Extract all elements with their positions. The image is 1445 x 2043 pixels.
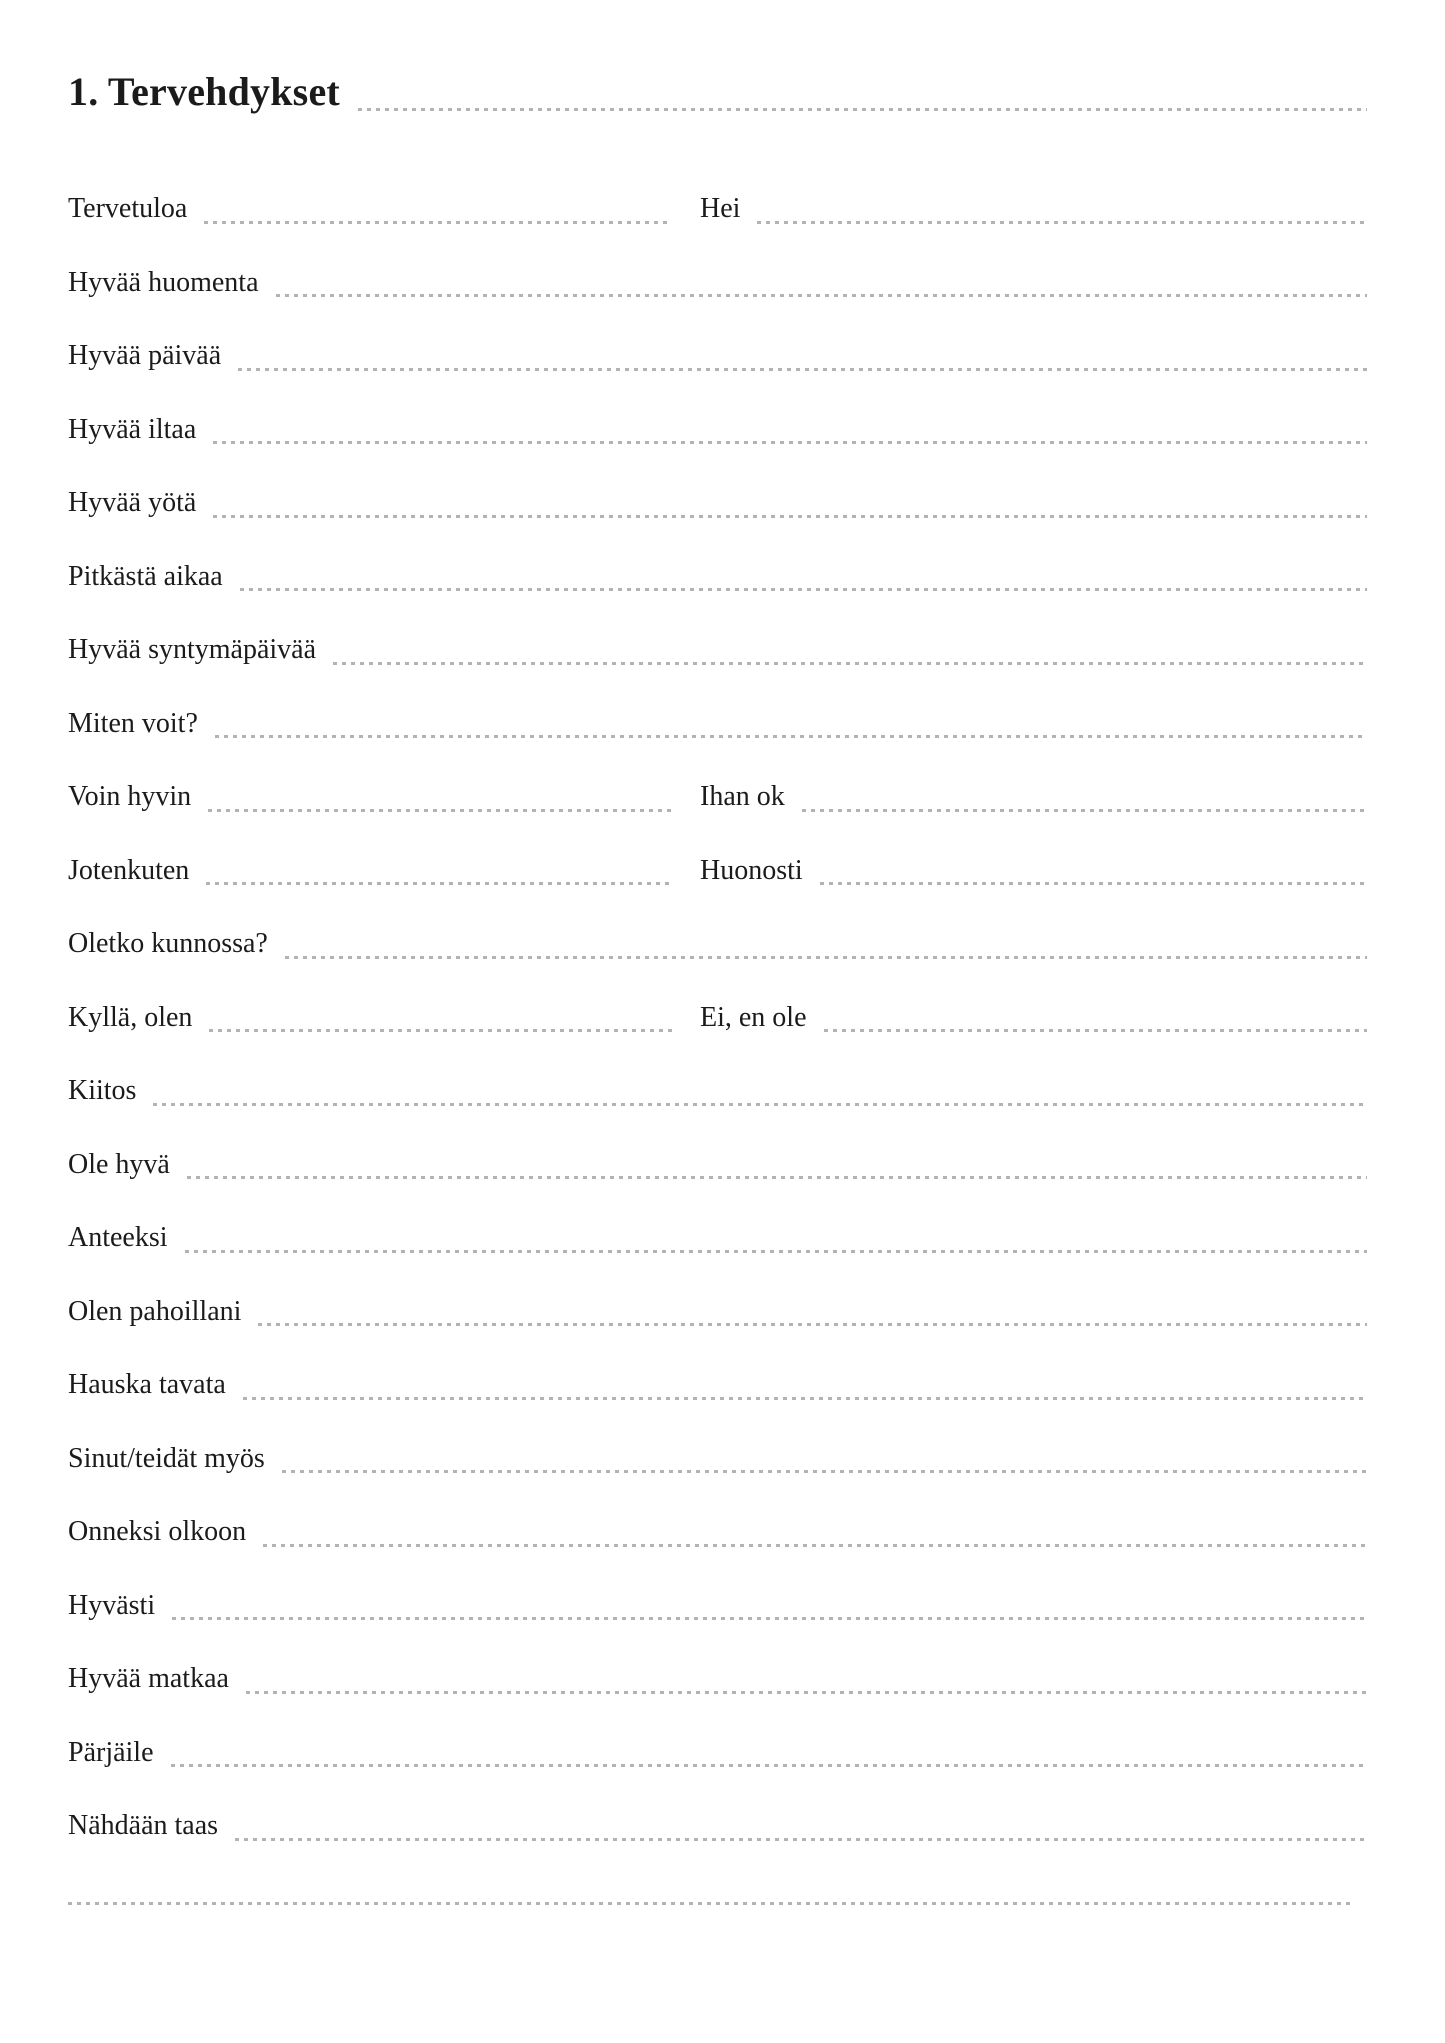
vocab-row bbox=[68, 520, 1367, 594]
vocab-cell bbox=[700, 1002, 1367, 1034]
answer-line bbox=[285, 956, 1367, 959]
vocab-row bbox=[68, 1328, 1367, 1402]
term-label: Nähdään taas bbox=[68, 1810, 219, 1842]
footer-dotted-line bbox=[68, 1902, 1355, 1905]
vocab-cell bbox=[68, 193, 700, 225]
vocab-row bbox=[68, 226, 1367, 300]
vocab-row bbox=[68, 1402, 1367, 1476]
vocab-row bbox=[68, 667, 1367, 741]
term-label: Hyvää iltaa bbox=[68, 413, 197, 445]
term-label: Hyvää päivää bbox=[68, 340, 222, 372]
answer-line bbox=[246, 1691, 1367, 1694]
answer-line bbox=[204, 221, 672, 224]
vocab-row bbox=[68, 1108, 1367, 1182]
answer-line bbox=[243, 1397, 1367, 1400]
vocab-row bbox=[68, 1696, 1367, 1770]
vocab-row bbox=[68, 1475, 1367, 1549]
answer-line bbox=[802, 809, 1367, 812]
answer-line bbox=[235, 1838, 1367, 1841]
term-label: Jotenkuten bbox=[68, 854, 190, 886]
vocab-row bbox=[68, 1622, 1367, 1696]
vocab-row bbox=[68, 593, 1367, 667]
vocab-row bbox=[68, 887, 1367, 961]
term-label: Olen pahoillani bbox=[68, 1295, 242, 1327]
answer-line bbox=[213, 515, 1367, 518]
answer-line bbox=[820, 882, 1367, 885]
vocab-row bbox=[68, 373, 1367, 447]
term-label: Ihan ok bbox=[700, 781, 785, 813]
answer-line bbox=[213, 441, 1367, 444]
term-label: Ole hyvä bbox=[68, 1148, 170, 1180]
answer-line bbox=[824, 1029, 1367, 1032]
term-label: Huonosti bbox=[700, 854, 803, 886]
term-label: Hyvää matkaa bbox=[68, 1663, 229, 1695]
vocab-row bbox=[68, 1255, 1367, 1329]
answer-line bbox=[187, 1176, 1367, 1179]
section-header bbox=[68, 66, 1367, 118]
answer-line bbox=[215, 735, 1367, 738]
answer-line bbox=[208, 809, 672, 812]
term-label: Anteeksi bbox=[68, 1222, 168, 1254]
answer-line bbox=[333, 662, 1367, 665]
answer-line bbox=[757, 221, 1367, 224]
term-label: Kiitos bbox=[68, 1075, 137, 1107]
vocab-cell bbox=[68, 1002, 700, 1034]
vocab-row bbox=[68, 152, 1367, 226]
answer-line bbox=[276, 294, 1368, 297]
answer-line bbox=[185, 1250, 1367, 1253]
vocab-row bbox=[68, 814, 1367, 888]
term-label: Hyvää yötä bbox=[68, 487, 197, 519]
term-label: Hauska tavata bbox=[68, 1369, 226, 1401]
answer-line bbox=[209, 1029, 672, 1032]
vocab-row bbox=[68, 1181, 1367, 1255]
term-label: Hyvää syntymäpäivää bbox=[68, 634, 317, 666]
term-label: Hei bbox=[700, 193, 741, 225]
term-label: Miten voit? bbox=[68, 707, 198, 739]
vocab-row bbox=[68, 299, 1367, 373]
vocab-row bbox=[68, 1034, 1367, 1108]
term-label: Hyvää huomenta bbox=[68, 266, 259, 298]
term-label: Oletko kunnossa? bbox=[68, 928, 268, 960]
vocab-row bbox=[68, 961, 1367, 1035]
term-label: Ei, en ole bbox=[700, 1001, 807, 1033]
vocab-cell bbox=[700, 193, 1367, 225]
vocab-cell bbox=[700, 781, 1367, 813]
term-label: Tervetuloa bbox=[68, 193, 188, 225]
term-label: Hyvästi bbox=[68, 1589, 156, 1621]
term-label: Sinut/teidät myös bbox=[68, 1442, 265, 1474]
vocab-list bbox=[68, 152, 1367, 1843]
answer-line bbox=[171, 1764, 1367, 1767]
answer-line bbox=[153, 1103, 1367, 1106]
answer-line bbox=[240, 588, 1367, 591]
term-label: Voin hyvin bbox=[68, 781, 192, 813]
vocab-row bbox=[68, 446, 1367, 520]
section-title: 1. Tervehdykset bbox=[68, 69, 340, 114]
term-label: Kyllä, olen bbox=[68, 1001, 193, 1033]
answer-line bbox=[238, 368, 1367, 371]
answer-line bbox=[263, 1544, 1367, 1547]
vocab-row bbox=[68, 1769, 1367, 1843]
answer-line bbox=[282, 1470, 1367, 1473]
vocab-cell bbox=[68, 855, 700, 887]
answer-line bbox=[206, 882, 672, 885]
vocab-cell bbox=[700, 855, 1367, 887]
answer-line bbox=[172, 1617, 1367, 1620]
vocab-cell bbox=[68, 781, 700, 813]
term-label: Onneksi olkoon bbox=[68, 1516, 247, 1548]
title-dotted-line bbox=[358, 108, 1367, 111]
term-label: Pitkästä aikaa bbox=[68, 560, 223, 592]
term-label: Pärjäile bbox=[68, 1736, 154, 1768]
vocab-row bbox=[68, 740, 1367, 814]
answer-line bbox=[258, 1323, 1367, 1326]
vocab-row bbox=[68, 1549, 1367, 1623]
